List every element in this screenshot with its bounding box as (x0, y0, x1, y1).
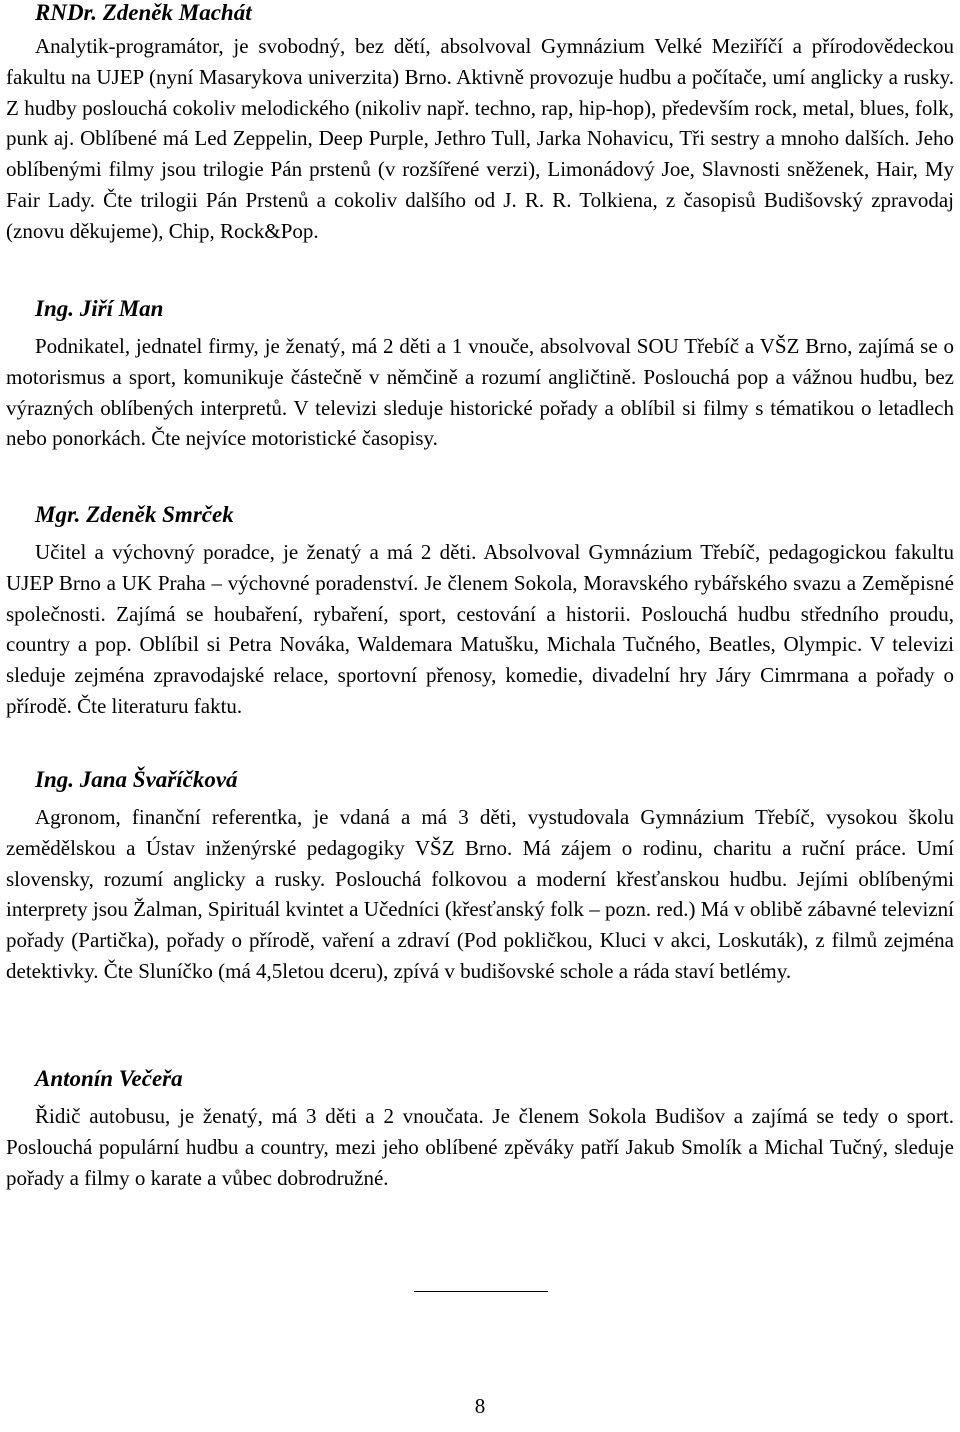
profile-title: Antonín Večeřa (35, 1066, 183, 1091)
profile-machat (6, 0, 954, 247)
profile-vecera (6, 1064, 954, 1193)
profile-title: RNDr. Zdeněk Machát (35, 0, 252, 25)
profile-title: Ing. Jiří Man (35, 296, 164, 321)
profile-text: Podnikatel, jednatel firmy, je ženatý, má 2 děti a 1 vnouče, absolvoval SOU Třebíč a VŠZ Brno, zajímá se o motorismus a sport, komunikuje částečně v němčině a rozumí angličtině. Poslouchá pop a vážnou hudbu, bez výrazných oblíbených interpretů. V televizi sleduje historické pořady a oblíbil si filmy s tématikou o letadlech nebo ponorkách. Čte nejvíce motoristické časopisy. (6, 334, 954, 451)
page-number: 8 (474, 1394, 486, 1418)
profile-text: Učitel a výchovný poradce, je ženatý a má 2 děti. Absolvoval Gymnázium Třebíč, pedagogickou fakultu UJEP Brno a UK Praha – výchovné poradenství. Je členem Sokola, Moravského rybářského svazu a Zeměpisné společnosti. Zajímá se houbaření, rybaření, sport, cestování a historii. Poslouchá hudbu středního proudu, country a pop. Oblíbil si Petra Nováka, Waldemara Matušku, Michala Tučného, Beatles, Olympic. V televizi sleduje zejména zpravodajské relace, sportovní přenosy, komedie, divadelní hry Járy Cimrmana a pořady o přírodě. Čte literaturu faktu. (6, 540, 954, 718)
footnote-rule (414, 1291, 548, 1292)
profile-text: Řidič autobusu, je ženatý, má 3 děti a 2 vnoučata. Je členem Sokola Budišov a zajímá se tedy o sport. Poslouchá populární hudbu a country, mezi jeho oblíbené zpěváky patří Jakub Smolík a Michal Tučný, sleduje pořady a filmy o karate a vůbec dobrodružné. (6, 1104, 954, 1190)
profile-text: Analytik-programátor, je svobodný, bez dětí, absolvoval Gymnázium Velké Meziříčí a přírodovědeckou fakultu na UJEP (nyní Masarykova univerzita) Brno. Aktivně provozuje hudbu a počítače, umí anglicky a rusky. Z hudby poslouchá cokoliv melodického (nikoliv např. techno, rap, hip-hop), především rock, metal, blues, folk, punk aj. Oblíbené má Led Zeppelin, Deep Purple, Jethro Tull, Jarka Nohavicu, Tři sestry a mnoho dalších. Jeho oblíbenými filmy jsou trilogie Pán prstenů (v rozšířené verzi), Limonádový Joe, Slavnosti sněženek, Hair, My Fair Lady. Čte trilogii Pán Prstenů a cokoliv dalšího od J. R. R. Tolkiena, z časopisů Budišovský zpravodaj (znovu děkujeme), Chip, Rock&Pop. (6, 34, 954, 243)
profile-man (6, 294, 954, 454)
profile-svarickova (6, 765, 954, 987)
profile-title: Mgr. Zdeněk Smrček (35, 502, 234, 527)
profile-title: Ing. Jana Švaříčková (35, 767, 238, 792)
profile-smrcek (6, 500, 954, 722)
profile-text: Agronom, finanční referentka, je vdaná a má 3 děti, vystudovala Gymnázium Třebíč, vysokou školu zemědělskou a Ústav inženýrské pedagogiky VŠZ Brno. Má zájem o rodinu, charitu a ruční práce. Umí slovensky, rozumí anglicky a rusky. Poslouchá folkovou a moderní křesťanskou hudbu. Jejími oblíbenými interprety jsou Žalman, Spirituál kvintet a Učedníci (křesťanský folk – pozn. red.) Má v oblibě zábavné televizní pořady (Partička), pořady o přírodě, vaření a zdraví (Pod pokličkou, Kluci v akci, Loskuták), z filmů zejména detektivky. Čte Sluníčko (má 4,5letou dceru), zpívá v budišovské schole a ráda staví betlémy. (6, 805, 954, 983)
